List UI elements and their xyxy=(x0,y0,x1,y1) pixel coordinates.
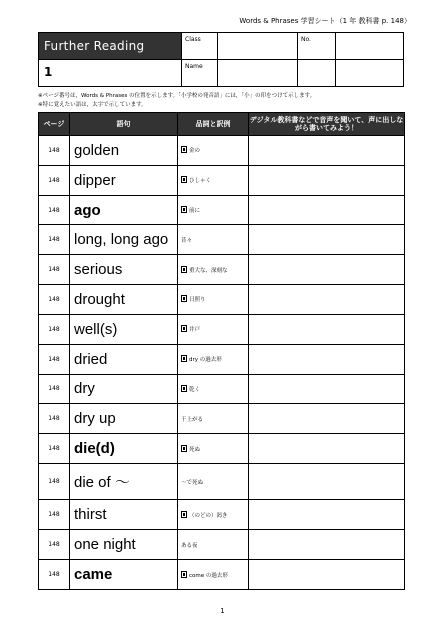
page-ref: 148 xyxy=(39,195,70,225)
phrase-cell: one night xyxy=(70,530,178,560)
pos-cell xyxy=(178,285,249,315)
pos-cell xyxy=(178,434,249,464)
pos-cell xyxy=(178,463,249,499)
table-row xyxy=(39,344,405,374)
part-of-speech-icon xyxy=(181,385,187,392)
page-ref: 148 xyxy=(39,136,70,166)
meaning-text: 昔々 xyxy=(181,237,193,244)
table-row xyxy=(39,165,405,195)
meaning-text: ～で死ぬ xyxy=(181,479,204,486)
phrase-cell: dry xyxy=(70,374,178,404)
table-row xyxy=(39,136,405,166)
note-line: ※特に覚えたい語は，太字で示しています。 xyxy=(38,102,147,108)
table-row xyxy=(39,314,405,344)
pos-cell xyxy=(178,195,249,225)
class-field[interactable] xyxy=(218,33,297,59)
meaning-text: 乾く xyxy=(189,386,201,393)
page-number: 1 xyxy=(220,607,225,615)
header-block xyxy=(38,32,404,87)
meaning-text: 前に xyxy=(189,208,201,215)
practice-writing-cell[interactable] xyxy=(249,285,405,315)
practice-writing-cell[interactable] xyxy=(249,225,405,255)
table-row xyxy=(39,374,405,404)
pos-cell xyxy=(178,255,249,285)
phrase-cell: thirst xyxy=(70,500,178,530)
table-row xyxy=(39,195,405,225)
pos-cell xyxy=(178,344,249,374)
practice-writing-cell[interactable] xyxy=(249,434,405,464)
phrase-cell: golden xyxy=(70,136,178,166)
table-row xyxy=(39,434,405,464)
pos-cell xyxy=(178,500,249,530)
table-row xyxy=(39,285,405,315)
page-ref: 148 xyxy=(39,285,70,315)
page-ref: 148 xyxy=(39,463,70,499)
phrase-cell: dried xyxy=(70,344,178,374)
practice-writing-cell[interactable] xyxy=(249,500,405,530)
meaning-text: （のどの）渇き xyxy=(189,512,228,519)
part-of-speech-icon xyxy=(181,325,187,332)
page-ref: 148 xyxy=(39,404,70,434)
pos-cell xyxy=(178,314,249,344)
meaning-text: 重大な、深刻な xyxy=(189,267,228,274)
unit-number: 1 xyxy=(44,65,53,79)
practice-writing-cell[interactable] xyxy=(249,136,405,166)
page-ref: 148 xyxy=(39,255,70,285)
part-of-speech-icon xyxy=(181,206,187,213)
practice-writing-cell[interactable] xyxy=(249,404,405,434)
col-header-page: ページ xyxy=(39,113,70,136)
class-label: Class xyxy=(185,36,201,43)
page-ref: 148 xyxy=(39,530,70,560)
page-ref: 148 xyxy=(39,225,70,255)
note-line: ※ページ番号は，Words & Phrases の位置を示します。「小学校の発音語」には，「小」の印をつけて示します。 xyxy=(38,93,316,99)
practice-writing-cell[interactable] xyxy=(249,195,405,225)
phrase-cell: ago xyxy=(70,195,178,225)
practice-writing-cell[interactable] xyxy=(249,255,405,285)
practice-writing-cell[interactable] xyxy=(249,560,405,590)
meaning-text: ひしゃく xyxy=(189,178,212,185)
table-row xyxy=(39,463,405,499)
pos-cell xyxy=(178,374,249,404)
no-label: No. xyxy=(301,36,311,43)
phrase-cell: dipper xyxy=(70,165,178,195)
meaning-text: dry の過去形 xyxy=(189,357,222,364)
part-of-speech-icon xyxy=(181,176,187,183)
table-row xyxy=(39,560,405,590)
part-of-speech-icon xyxy=(181,571,187,578)
part-of-speech-icon xyxy=(181,295,187,302)
part-of-speech-icon xyxy=(181,146,187,153)
meaning-text: 井戸 xyxy=(189,327,201,334)
meaning-text: come の過去形 xyxy=(189,572,228,579)
word-table xyxy=(38,112,405,590)
part-of-speech-icon xyxy=(181,266,187,273)
phrase-cell: came xyxy=(70,560,178,590)
pos-cell xyxy=(178,165,249,195)
table-row xyxy=(39,530,405,560)
col-header-pos: 品詞と訳例 xyxy=(178,113,249,136)
meaning-text: 干上がる xyxy=(181,416,204,423)
practice-writing-cell[interactable] xyxy=(249,165,405,195)
part-of-speech-icon xyxy=(181,355,187,362)
name-field[interactable] xyxy=(218,60,404,86)
sheet-caption: Words & Phrases 学習シート（1 年 教科書 p. 148） xyxy=(239,17,411,25)
page-ref: 148 xyxy=(39,344,70,374)
page-ref: 148 xyxy=(39,314,70,344)
practice-writing-cell[interactable] xyxy=(249,344,405,374)
page-ref: 148 xyxy=(39,434,70,464)
practice-writing-cell[interactable] xyxy=(249,314,405,344)
part-of-speech-icon xyxy=(181,511,187,518)
pos-cell xyxy=(178,136,249,166)
meaning-text: ある夜 xyxy=(181,542,198,549)
practice-writing-cell[interactable] xyxy=(249,463,405,499)
phrase-cell: long, long ago xyxy=(70,225,178,255)
table-row xyxy=(39,404,405,434)
pos-cell xyxy=(178,404,249,434)
page-ref: 148 xyxy=(39,500,70,530)
phrase-cell: die(d) xyxy=(70,434,178,464)
table-row xyxy=(39,255,405,285)
pos-cell xyxy=(178,560,249,590)
phrase-cell: serious xyxy=(70,255,178,285)
col-header-practice: デジタル教科書などで音声を聞いて、声に出しながら書いてみよう！ xyxy=(249,113,405,136)
name-label: Name xyxy=(185,63,203,70)
practice-writing-cell[interactable] xyxy=(249,530,405,560)
col-header-phrase: 語句 xyxy=(70,113,178,136)
instruction-notes xyxy=(38,92,315,110)
phrase-cell: dry up xyxy=(70,404,178,434)
practice-writing-cell[interactable] xyxy=(249,374,405,404)
page-ref: 148 xyxy=(39,374,70,404)
pos-cell xyxy=(178,530,249,560)
pos-cell xyxy=(178,225,249,255)
section-title: Further Reading xyxy=(39,33,181,59)
phrase-cell: die of ～ xyxy=(70,463,178,499)
meaning-text: 日照り xyxy=(189,297,206,304)
meaning-text: 金の xyxy=(189,148,201,155)
phrase-cell: drought xyxy=(70,285,178,315)
table-header-row xyxy=(39,113,405,136)
part-of-speech-icon xyxy=(181,445,187,452)
number-field[interactable] xyxy=(336,33,404,59)
table-row xyxy=(39,500,405,530)
page-ref: 148 xyxy=(39,560,70,590)
table-row xyxy=(39,225,405,255)
page-ref: 148 xyxy=(39,165,70,195)
meaning-text: 死ぬ xyxy=(189,446,201,453)
phrase-cell: well(s) xyxy=(70,314,178,344)
